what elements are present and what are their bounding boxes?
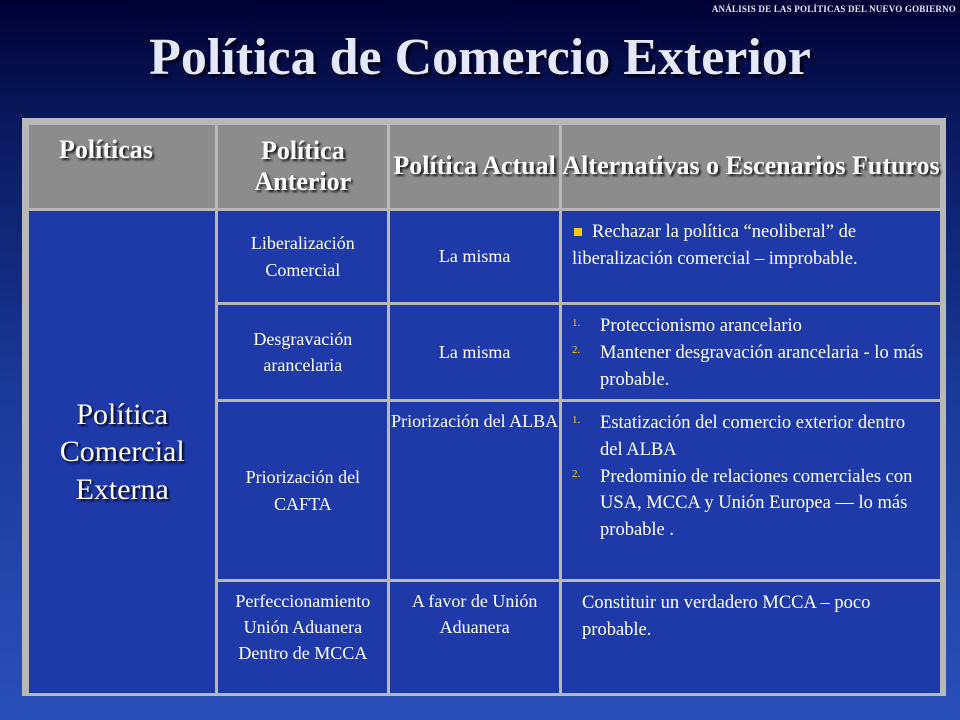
list-item-text: Predominio de relaciones comerciales con USA, MCCA y Unión Europea — lo más probable . [600,466,913,541]
alternativas-cell [561,401,942,581]
policy-table-frame [22,118,946,696]
alternativas-cell [561,210,942,304]
list-number: 2. [572,467,581,480]
anterior-cell: Liberalización Comercial [217,210,389,304]
alternativas-list [572,313,930,393]
actual-cell: Priorización del ALBA [389,401,561,581]
policy-table [26,122,943,696]
actual-cell: A favor de Unión Aduanera [389,581,561,695]
list-item [572,410,930,464]
alternativas-cell [561,304,942,401]
anterior-cell: Perfeccionamiento Unión Aduanera Dentro de MCCA [217,581,389,695]
alternativas-list [572,410,930,544]
anterior-cell: Desgravación arancelaria [217,304,389,401]
category-cell: Política Comercial Externa [28,210,217,695]
slide-title: Política de Comercio Exterior [149,29,811,86]
header-politicas: Políticas [28,124,217,210]
alternativas-cell [561,581,942,695]
list-number: 1. [572,414,581,426]
alternativa-bullet [572,219,930,273]
header-alternativas: Alternativas o Escenarios Futuros [561,124,942,210]
header-politica-anterior: Política Anterior [217,124,389,210]
anterior-cell: Priorización del CAFTA [217,401,389,581]
list-number: 2. [572,343,581,356]
alternativa-text: Constituir un verdadero MCCA – poco probable. [582,593,871,640]
list-item-text: Mantener desgravación arancelaria - lo más probable. [600,342,924,390]
table-row [28,210,942,304]
list-item [572,340,930,394]
header-politica-actual: Política Actual [389,124,561,210]
actual-cell: La misma [389,210,561,304]
alternativa-text: Rechazar la política “neoliberal” de liberalización comercial – improbable. [572,222,858,269]
table-header-row [28,124,942,210]
square-bullet-icon [574,228,582,236]
list-item-text: Proteccionismo arancelario [600,316,802,336]
list-item [572,464,930,544]
header-note: ANÁLISIS DE LAS POLÍTICAS DEL NUEVO GOBIERNO [711,4,956,14]
list-item [572,313,930,340]
list-item-text: Estatización del comercio exterior dentro del ALBA [600,413,906,460]
list-number: 1. [572,317,581,329]
actual-cell: La misma [389,304,561,401]
